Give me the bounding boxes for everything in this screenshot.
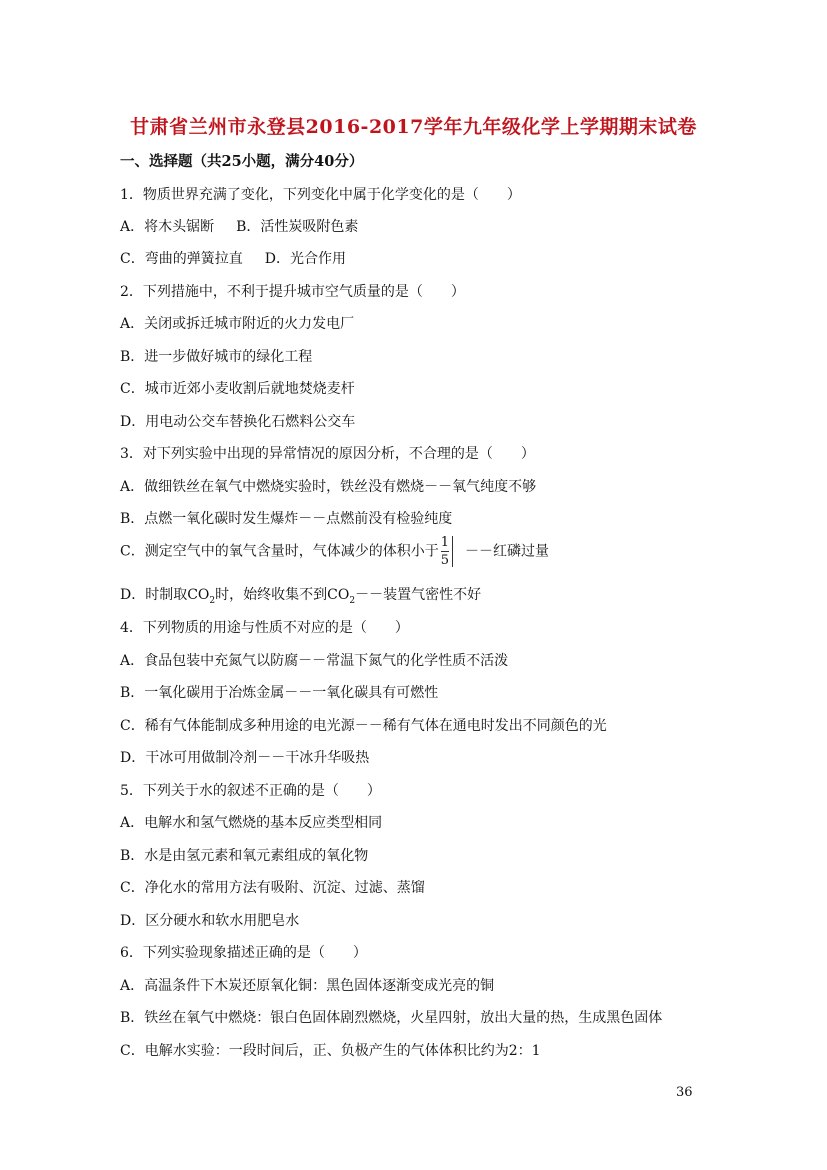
- question-1-option-a: A．将木头锯断: [120, 219, 215, 235]
- question-2-option-c: C．城市近郊小麦收割后就地焚烧麦杆: [120, 381, 355, 397]
- question-3-option-c-text: C．测定空气中的氧气含量时，气体减少的体积小于: [120, 543, 439, 560]
- question-3-stem: 3．对下列实验中出现的异常情况的原因分析，不合理的是（ ）: [120, 446, 535, 462]
- question-6-option-b: B．铁丝在氧气中燃烧：银白色固体剧烈燃烧，火星四射，放出大量的热，生成黑色固体: [120, 1010, 663, 1026]
- fraction-numerator: 1: [440, 535, 449, 550]
- question-1-stem: 1．物质世界充满了变化，下列变化中属于化学变化的是（ ）: [120, 187, 521, 203]
- question-3-option-d-reason: －－装置气密性不好: [355, 587, 482, 603]
- question-2-option-b: B．进一步做好城市的绿化工程: [120, 349, 313, 365]
- question-1-option-c: C．弯曲的弹簧拉直: [120, 251, 243, 267]
- fraction-one-fifth: [441, 536, 453, 567]
- question-6-option-a: A．高温条件下木炭还原氧化铜：黑色固体逐渐变成光亮的铜: [120, 978, 495, 994]
- question-3-option-d-part1: D．时制取CO: [120, 587, 210, 603]
- question-1-option-b: B．活性炭吸附色素: [236, 219, 359, 235]
- question-5-option-d: D．区分硬水和软水用肥皂水: [120, 913, 300, 929]
- question-4-option-a: A．食品包装中充氮气以防腐－－常温下氮气的化学性质不活泼: [120, 653, 509, 669]
- question-5-option-a: A．电解水和氢气燃烧的基本反应类型相同: [120, 815, 383, 831]
- question-4-option-d: D．干冰可用做制冷剂－－干冰升华吸热: [120, 750, 370, 766]
- question-1-options-ab: [120, 216, 358, 236]
- question-5-option-b: B．水是由氢元素和氧元素组成的氧化物: [120, 848, 369, 864]
- question-6-stem: 6．下列实验现象描述正确的是（ ）: [120, 945, 367, 961]
- subscript-2: 2: [209, 595, 216, 606]
- question-3-option-b: B．点燃一氧化碳时发生爆炸－－点燃前没有检验纯度: [120, 511, 453, 527]
- question-3-option-d: [120, 584, 481, 606]
- question-4-option-b: B．一氧化碳用于冶炼金属－－一氧化碳具有可燃性: [120, 685, 439, 701]
- question-3-option-c: [120, 536, 549, 567]
- question-2-option-a: A．关闭或拆迁城市附近的火力发电厂: [120, 316, 355, 332]
- question-2-stem: 2．下列措施中，不利于提升城市空气质量的是（ ）: [120, 284, 465, 300]
- question-2-option-d: D．用电动公交车替换化石燃料公交车: [120, 414, 356, 430]
- document-title: 甘肃省兰州市永登县2016-2017学年九年级化学上学期期末试卷: [130, 116, 697, 138]
- question-3-option-c-reason: －－红磷过量: [465, 543, 549, 560]
- question-1-option-d: D．光合作用: [264, 251, 346, 267]
- question-1-options-cd: [120, 248, 346, 268]
- question-4-stem: 4．下列物质的用途与性质不对应的是（ ）: [120, 620, 409, 636]
- question-5-option-c: C．净化水的常用方法有吸附、沉淀、过滤、蒸馏: [120, 880, 425, 896]
- subscript-2: 2: [349, 595, 356, 606]
- page-number: 36: [676, 1085, 693, 1100]
- question-4-option-c: C．稀有气体能制成多种用途的电光源－－稀有气体在通电时发出不同颜色的光: [120, 718, 607, 734]
- fraction-denominator: 5: [440, 553, 449, 568]
- question-3-option-d-part2: 时，始终收集不到CO: [215, 587, 350, 603]
- question-6-option-c: C．电解水实验：一段时间后，正、负极产生的气体体积比约为2：1: [120, 1043, 541, 1059]
- question-5-stem: 5．下列关于水的叙述不正确的是（ ）: [120, 783, 381, 799]
- question-3-option-a: A．做细铁丝在氧气中燃烧实验时，铁丝没有燃烧－－氧气纯度不够: [120, 479, 537, 495]
- section-heading: 一、选择题（共25小题，满分40分）: [120, 153, 364, 170]
